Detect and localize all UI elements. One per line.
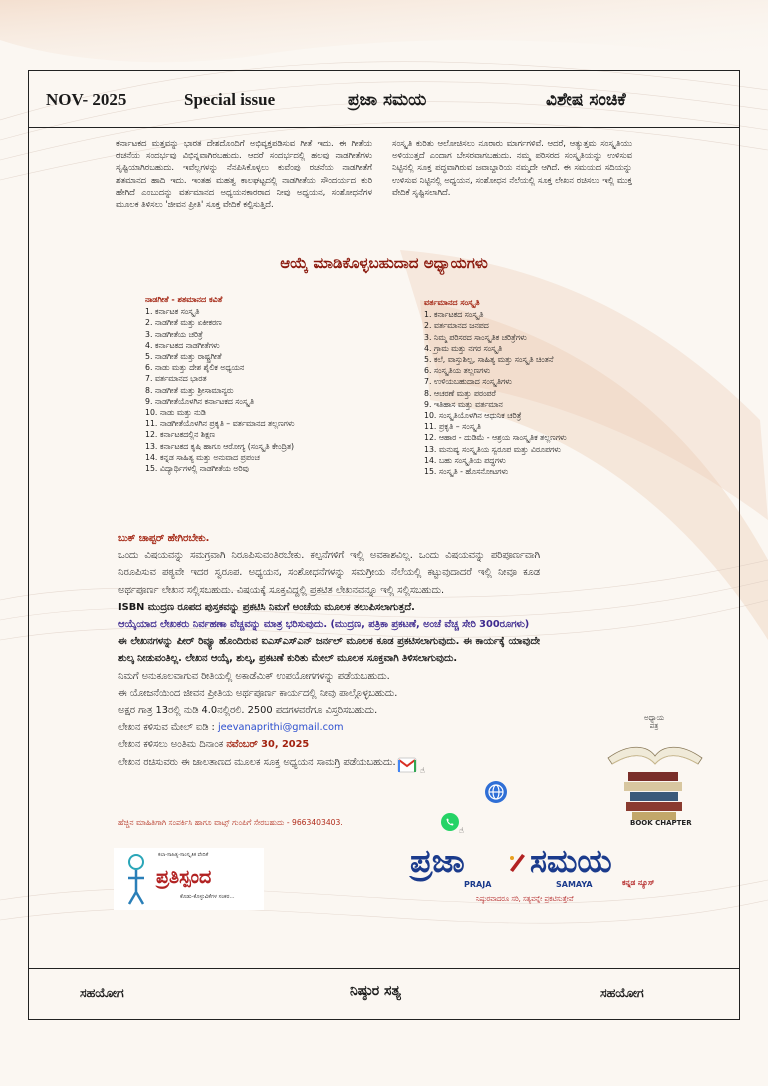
intro-right-paragraph: ಸಂಸ್ಕೃತಿ ಕುರಿತು ಆಲೋಚಿಸಲು ನೂರಾರು ಮಾರ್ಗಗಳಿವೆ. ಆದರೆ, ಆತ್ಯುತ್ತಮ ಸಂಸ್ಕೃತಿಯು ಅಳಿಯುತ್ತದೆ ಎಂದಾಗ ಬೇಸರವಾಗಬಹುದು. ನಮ್ಮ ಪರಿಸರದ ಸಂಸ್ಕೃತಿಯನ್ನು ಉಳಿಸುವ ನಿಟ್ಟಿನಲ್ಲಿ ಸೂಕ್ತ ಪದ್ಧವಾಗಿರುವ ಜವಾಬ್ದಾರಿಯ ನಮ್ಮದೇ ಆಗಿದೆ. ಈ ಸಮಯದ ಸದಿಯನ್ನು ಉಳಿಸುವ ನಿಟ್ಟಿನಲ್ಲಿ ಅಧ್ಯಯನ, ಸಂಶೋಧನ ನೆಲೆಯಲ್ಲಿ ಸೂಕ್ತ ಲೇಖನ ರಚಿಸಲು ಇಲ್ಲಿ ಮುಕ್ತ ವೇದಿಕೆ ಸೃಷ್ಟಿಸಲಾಗಿದೆ.: [392, 138, 632, 197]
list-item: 10. ನಾಡು ಮತ್ತು ನುಡಿ: [145, 408, 206, 418]
chapter-list-left: [145, 294, 395, 474]
fee-note: ಆಯ್ಕೆಯಾದ ಲೇಖಕರು ನಿರ್ವಹಣಾ ವೆಚ್ಚವನ್ನು ಮಾತ್ರ ಭರಿಸುವುದು. (ಮುದ್ರಣ, ಪತ್ರಿಕಾ ಪ್ರಕಟಣೆ, ಅಂಚೆ ವೆಚ್ಚ ಸೇರಿ 300ರೂಗಳು): [118, 619, 530, 631]
whatsapp-icon[interactable]: [440, 812, 460, 832]
list-item: 13. ಕರ್ನಾಟಕದ ಕೃಷಿ ಹಾಗೂ ಆರೋಗ್ಯ (ಸಂಸ್ಕೃತಿ ಕೇಂದ್ರಿತ): [145, 441, 295, 451]
logo-news-label: ಕನ್ನಡ ನ್ಯೂಸ್: [622, 878, 655, 887]
list-item: 8. ಆಚರಣೆ ಮತ್ತು ಪರಂಪರೆ: [424, 388, 496, 398]
footer-right-label: ಸಹಯೋಗ: [600, 985, 644, 1000]
special-issue-label: Special issue: [184, 90, 276, 109]
book-stack-icon: [600, 712, 710, 832]
pratispanda-logo: [114, 848, 264, 910]
logo-praja-en: PRAJA: [464, 880, 492, 889]
book-chapter-guidelines: [118, 530, 540, 771]
isbn-note: ISBN ಮುದ್ರಣ ರೂಪದ ಪುಸ್ತಕವನ್ನು ಪ್ರಕಟಿಸಿ ನಿಮಗೆ ಅಂಚೆಯ ಮೂಲಕ ತಲುಪಿಸಲಾಗುತ್ತದೆ.: [118, 601, 415, 613]
chapter-list-left-heading: ನಾಡಗೀತೆ - ಶತಮಾನದ ಕವಿತೆ: [145, 295, 223, 304]
list-item: 14. ಕನ್ನಡ ಸಾಹಿತ್ಯ ಮತ್ತು ಅನುವಾದ ಪ್ರಪಂಚ: [145, 452, 260, 462]
list-item: 9. ನಾಡಗೀತೆಯೊಳಗಿನ ಕರ್ನಾಟಕದ ಸಂಸ್ಕೃತಿ: [145, 396, 254, 406]
academic-note: ನಿಮಗೆ ಅನುಕೂಲವಾಗುವ ರೀತಿಯಲ್ಲಿ ಅಕಾಡೆಮಿಕ್ ಉಪಯೋಗಗಳನ್ನು ಪಡೆಯಬಹುದು.: [118, 670, 390, 682]
logo-samaya-en: SAMAYA: [556, 880, 593, 889]
deadline-label: ಲೇಖನ ಕಳಿಸಲು ಅಂತಿಮ ದಿನಾಂಕ: [118, 739, 227, 751]
format-note: ಅಕ್ಷರ ಗಾತ್ರ 13ರಲ್ಲಿ ನುಡಿ 4.0ನಲ್ಲಿರಲಿ. 2500 ಪದಗಳವರೆಗೂ ವಿಸ್ತರಿಸಬಹುದು.: [118, 705, 378, 717]
pointer-icon: ☝: [420, 766, 425, 775]
chapter-list-right: [424, 297, 664, 477]
email-line: [118, 719, 540, 736]
chapters-section-title: ಆಯ್ಕೆ ಮಾಡಿಕೊಳ್ಳಬಹುದಾದ ಅಧ್ಯಾಯಗಳು: [280, 254, 488, 272]
intro-left-paragraph: ಕರ್ನಾಟಕದ ಮತ್ತವನ್ನು ಭಾರತ ದೇಶದೊಂದಿಗೆ ಅಭಿವ್ಯಕ್ತಪಡಿಸುವ ಗೀತೆ ಇದು. ಈ ಗೀತೆಯ ರಚನೆಯ ಸಂದರ್ಭವು ವಿಭಿನ್ನವಾಗಿರಬಹುದು. ಆದರೆ ಸಂದರ್ಭದಲ್ಲಿ ಹಲವು ನಾಡಗೀತೆಗಳು ಸೃಷ್ಟಿಯಾಗಿರಬಹುದು. ಇವೆಲ್ಲಗಳನ್ನು ನೆನಪಿಸಿಕೊಳ್ಳಲು ಕುವೆಂಪು ರಚನೆಯ ನಾಡಗೀತೆಗೆ ಶತಮಾನದ ಹಾದಿ ಇದು. ಇಂತಹ ಮಹತ್ವ ಕಾಲಘಟ್ಟದಲ್ಲಿ ನಾಡಗೀತೆಯ ಸೌಂದರ್ಯದ ಕುರಿ ಹೇಗಿದೆ ಎಂಬುದನ್ನು ವರ್ತಮಾನದ ಅಧ್ಯಯನಕಾರರಾದ ನೀವು ಅಧ್ಯಯನ, ಸಂಶೋಧನೆಗಳ ಮೂಲಕ ತಿಳಿಸಲು 'ಜೀವನ ಪ್ರೀತಿ' ಸೂಕ್ತ ವೇದಿಕೆ ಕಲ್ಪಿಸುತ್ತಿದೆ.: [116, 138, 372, 210]
header-divider: [28, 127, 740, 128]
deadline-line: [118, 736, 540, 753]
website-note: ಲೇಖನ ರಚಿಸುವರು ಈ ಜಾಲತಾಣದ ಮೂಲಕ ಸೂಕ್ತ ಅಧ್ಯಯನ ಸಾಮಗ್ರಿ ಪಡೆಯಬಹುದು.: [118, 756, 396, 768]
logo-word-samaya: ಸಮಯ: [530, 842, 612, 880]
list-item: 1. ಕರ್ನಾಟಕ ಸಂಸ್ಕೃತಿ: [145, 307, 200, 317]
pratispanda-tagline: ಕೊಡು-ಕೊಳ್ಳುವಿಕೆಗಳ ಸಂಕರ...: [180, 894, 235, 900]
list-item: 2. ನಾಡಗೀತೆ ಮತ್ತು ಏಕೀಕರಣ: [145, 318, 222, 328]
list-item: 7. ವರ್ತಮಾನದ ಭಾರತ: [145, 374, 207, 384]
deadline-date: ನವೆಂಬರ್ 30, 2025: [226, 739, 310, 751]
email-link[interactable]: jeevanaprithi@gmail.com: [217, 722, 344, 734]
list-item: 6. ಸಂಸ್ಕೃತಿಯ ತಲ್ಲಣಗಳು: [424, 366, 491, 376]
list-item: 2. ವರ್ತಮಾನದ ಜನಪದ: [424, 321, 489, 331]
list-item: 9. ಇತಿಹಾಸ ಮತ್ತು ವರ್ತಮಾನ: [424, 399, 503, 409]
list-item: 11. ನಾಡಗೀತೆಯೊಳಗಿನ ಪ್ರಕೃತಿ – ವರ್ತಮಾನದ ತಲ್ಲಣಗಳು: [145, 419, 295, 429]
list-item: 5. ನಾಡಗೀತೆ ಮತ್ತು ರಾಷ್ಟ್ರಗೀತೆ: [145, 352, 222, 362]
brand-name: ಪ್ರಜಾ ಸಮಯ: [348, 90, 427, 110]
guidelines-heading: ಬುಕ್ ಚಾಪ್ಟರ್ ಹೇಗಿರಬೇಕು.: [118, 533, 210, 544]
pointer-icon: ☝: [459, 826, 464, 835]
pratispanda-subtitle: ಕಲಾ-ಸಾಹಿತ್ಯ-ಸಾಂಸ್ಕೃತಿಕ ವೇದಿಕೆ: [158, 852, 209, 858]
footer-middle-label: ನಿಷ್ಠುರ ಸತ್ಯ: [350, 983, 401, 999]
chapter-list-right-heading: ವರ್ತಮಾನದ ಸಂಸ್ಕೃತಿ: [424, 298, 480, 307]
logo-word-praja: ಪ್ರಜಾ: [410, 842, 465, 880]
list-item: 15. ವಿದ್ಯಾರ್ಥಿಗಳಲ್ಲಿ ನಾಡಗೀತೆಯ ಅರಿವು: [145, 464, 249, 474]
pratispanda-name: ಪ್ರತಿಸ್ಪಂದ: [156, 866, 212, 888]
figure-logo-icon: [120, 852, 152, 906]
list-item: 3. ನಿಮ್ಮ ಪರಿಸರದ ಸಾಂಸ್ಕೃತಿಕ ಚರಿತ್ರೆಗಳು: [424, 332, 527, 342]
footer-divider: [28, 968, 740, 969]
globe-icon[interactable]: [484, 780, 508, 804]
list-item: 7. ಉಳಿಯಬಹುದಾದ ಸಂಸ್ಕೃತಿಗಳು: [424, 377, 512, 387]
list-item: 3. ನಾಡಗೀತೆಯ ಚರಿತ್ರೆ: [145, 329, 203, 339]
book-top-label: ಅಧ್ಯಾಯ ಪತ್ರ: [643, 714, 665, 730]
praja-samaya-logo: [410, 840, 672, 920]
list-item: 12. ಆಹಾರ - ದುಡಿಮೆ - ಆಶ್ರಯ ಸಾಂಸ್ಕೃತಿಕ ತಲ್ಲಣಗಳು: [424, 433, 567, 443]
list-item: 14. ಬಹು ಸಂಸ್ಕೃತಿಯ ಪದ್ಧಗಳು: [424, 455, 506, 465]
pen-icon: [506, 850, 528, 874]
email-label: ಲೇಖನ ಕಳಿಸುವ ಮೇಲ್ ಐಡಿ :: [118, 722, 218, 734]
guidelines-paragraph: ಒಂದು ವಿಷಯವನ್ನು ಸಮಗ್ರವಾಗಿ ನಿರೂಪಿಸುವಂತಿರಬೇಕು. ಕಲ್ಪನೆಗಳಿಗೆ ಇಲ್ಲಿ ಅವಕಾಶವಿಲ್ಲ. ಒಂದು ವಿಷಯವನ್ನು ಪರಿಪೂರ್ಣವಾಗಿ ನಿರೂಪಿಸುವ ಪಠ್ಯವೇ ಇದರ ಸ್ವರೂಪ. ಅಧ್ಯಯನ, ಸಂಶೋಧನೆಗಳನ್ನು ಸಮಗ್ರೀಯ ನೆಲೆಯಲ್ಲಿ ಕಟ್ಟುವುದಾದರೆ ಇಲ್ಲಿ ನೀವೂ ಕೂಡ ಅರ್ಥಪೂರ್ಣ ಲೇಖನ ಸಲ್ಲಿಸಬಹುದು. ವಿಷಯಕ್ಕೆ ಸೂಕ್ತವಿದ್ದಲ್ಲಿ ಪ್ರಕಟಿತ ಲೇಖನವನ್ನೂ ಇಲ್ಲಿ ಸಲ್ಲಿಸಬಹುದು.: [118, 550, 540, 596]
list-item: 6. ನಾಡು ಮತ್ತು ದೇಶ ಶೈಲಿಕ ಅಧ್ಯಯನ: [145, 363, 245, 373]
list-item: 5. ಕಲೆ, ವಾಸ್ತುಶಿಲ್ಪ, ಸಾಹಿತ್ಯ ಮತ್ತು ಸಂಸ್ಕೃತಿ ಚಿಂತನೆ: [424, 355, 554, 365]
list-item: 1. ಕರ್ನಾಟಕದ ಸಂಸ್ಕೃತಿ: [424, 310, 484, 320]
list-item: 4. ಕರ್ನಾಟಕದ ನಾಡಗೀತೆಗಳು: [145, 340, 220, 350]
logo-tagline: ನಿಷ್ಠುರವಾದರೂ ಸರಿ, ಸತ್ಯವನ್ನೇ ಪ್ರಕಟಿಸುತ್ತೇವೆ: [476, 895, 574, 903]
special-issue-kannada: ವಿಶೇಷ ಸಂಚಿಕೆ: [546, 90, 626, 110]
book-chapter-caption: BOOK CHAPTER: [630, 819, 692, 827]
footer-left-label: ಸಹಯೋಗ: [80, 985, 124, 1000]
issue-date: NOV- 2025: [46, 90, 127, 109]
contact-line: ಹೆಚ್ಚಿನ ಮಾಹಿತಿಗಾಗಿ ಸಂಪರ್ಕಿಸಿ ಹಾಗೂ ವಾಟ್ಸ್ ಗುಂಪಿಗೆ ಸೇರಬಹುದು - 9663403403.: [118, 818, 343, 827]
list-item: 12. ಕರ್ನಾಟಕದಲ್ಲಿನ ಶಿಕ್ಷಣ: [145, 430, 215, 440]
peer-review-note: ಈ ಲೇಖನಗಳನ್ನು ಪೀರ್ ರಿವ್ಯೂ ಹೊಂದಿರುವ ಐಎಸ್ಎಸ್ಎನ್ ಜರ್ನಲ್ ಮೂಲಕ ಕೂಡ ಪ್ರಕಟಿಸಲಾಗುವುದು. ಈ ಕಾರ್ಯಕ್ಕೆ ಯಾವುದೇ ಶುಲ್ಕ ನೀಡುವಂತಿಲ್ಲ. ಲೇಖನ ಆಯ್ಕೆ, ಶುಲ್ಕ, ಪ್ರಕಟಣೆ ಕುರಿತು ಮೇಲ್ ಮೂಲಕ ಸೂಕ್ತವಾಗಿ ತಿಳಿಸಲಾಗುವುದು.: [118, 636, 540, 665]
participation-note: ಈ ಯೋಜನೆಯಿಂದ ಜೀವನ ಪ್ರೀತಿಯ ಅರ್ಥಪೂರ್ಣ ಕಾರ್ಯದಲ್ಲಿ ನೀವು ಪಾಲ್ಗೊಳ್ಳಬಹುದು.: [118, 687, 398, 699]
list-item: 13. ಮನುಷ್ಯ ಸಂಸ್ಕೃತಿಯ ಸ್ವರೂಪ ಮತ್ತು ವಿರೂಪಗಳು: [424, 444, 561, 454]
list-item: 11. ಪ್ರಕೃತಿ – ಸಂಸ್ಕೃತಿ: [424, 422, 481, 432]
gmail-icon[interactable]: [397, 756, 417, 774]
list-item: 15. ಸಂಸ್ಕೃತಿ - ಹೊಸನೋಟಗಳು: [424, 467, 509, 477]
list-item: 4. ಗ್ರಾಮ ಮತ್ತು ನಗರ ಸಂಸ್ಕೃತಿ: [424, 343, 503, 353]
list-item: 10. ಸಂಸ್ಕೃತಿಯೊಳಗಿನ ಆಧುನಿಕ ಚರಿತ್ರೆ: [424, 411, 522, 421]
list-item: 8. ನಾಡಗೀತೆ ಮತ್ತು ಶ್ರೀಸಾಮಾನ್ಯರು: [145, 385, 234, 395]
